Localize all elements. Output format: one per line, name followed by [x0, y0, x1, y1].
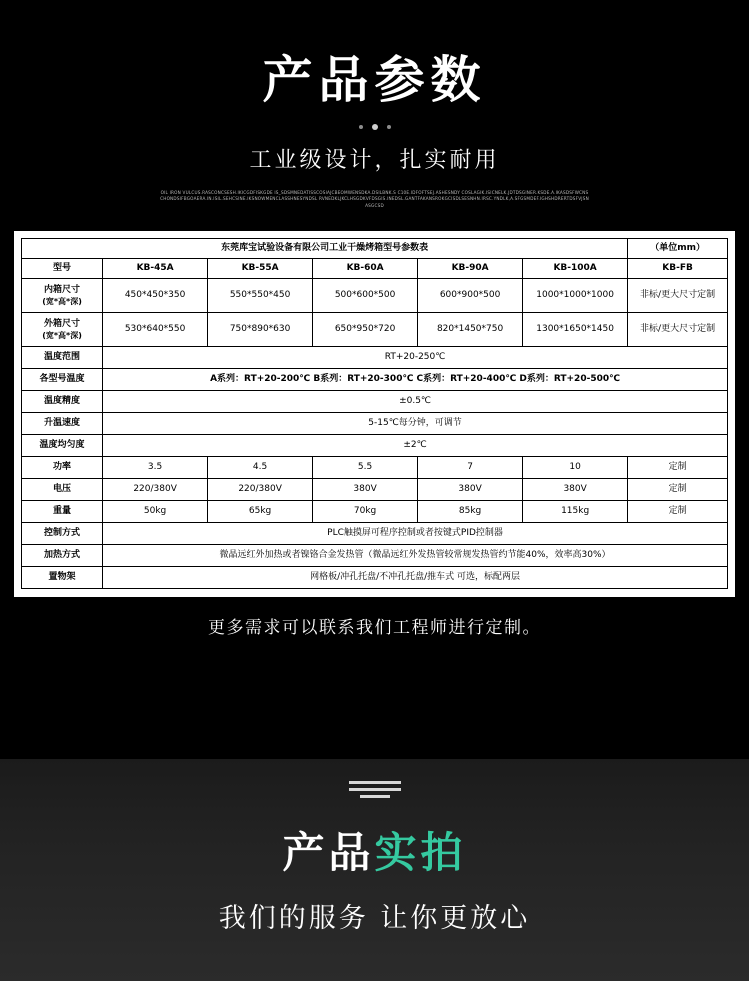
table-row [22, 567, 728, 589]
row-cell: 定制 [628, 501, 728, 523]
row-cell-span: PLC触摸屏可程序控制或者按键式PID控制器 [103, 523, 728, 545]
row-cell: 4.5 [208, 457, 313, 479]
dot-icon [359, 125, 363, 129]
spec-table [21, 238, 728, 590]
row-cell: 530*640*550 [103, 313, 208, 347]
row-label: 各型号温度 [22, 369, 103, 391]
table-row [22, 413, 728, 435]
spec-table-container [14, 231, 735, 598]
row-label: 升温速度 [22, 413, 103, 435]
bottom-title-main: 产品 [282, 828, 375, 877]
row-label: 电压 [22, 479, 103, 501]
table-row [22, 347, 728, 369]
bar-line [349, 781, 401, 784]
table-row [22, 545, 728, 567]
row-cell: 600*900*500 [418, 279, 523, 313]
table-row [22, 479, 728, 501]
row-label: 重量 [22, 501, 103, 523]
row-label-main: 内箱尺寸 [44, 284, 81, 295]
row-cell: 220/380V [208, 479, 313, 501]
row-cell: 115kg [523, 501, 628, 523]
bottom-section [0, 759, 749, 981]
bottom-title-accent: 实拍 [374, 828, 467, 877]
row-cell: 380V [313, 479, 418, 501]
row-label-main: 外箱尺寸 [44, 318, 81, 329]
row-cell: 380V [523, 479, 628, 501]
model-cell: KB-60A [313, 259, 418, 279]
dot-divider [340, 124, 410, 130]
row-cell-span: ±2℃ [103, 435, 728, 457]
row-cell: 70kg [313, 501, 418, 523]
row-label: 功率 [22, 457, 103, 479]
custom-order-note: 更多需求可以联系我们工程师进行定制。 [208, 618, 541, 639]
table-row [22, 457, 728, 479]
row-cell: 650*950*720 [313, 313, 418, 347]
bar-line [360, 795, 390, 798]
row-cell-span: 微晶远红外加热或者镍铬合金发热管（微晶远红外发热管较常规发热管约节能40%，效率高30%） [103, 545, 728, 567]
row-cell: 1300*1650*1450 [523, 313, 628, 347]
row-cell: 定制 [628, 457, 728, 479]
hero-section [0, 0, 749, 209]
row-label-sub: (宽*高*深) [42, 331, 82, 341]
row-cell-span: ±0.5℃ [103, 391, 728, 413]
row-cell: 85kg [418, 501, 523, 523]
row-cell-span: 5-15℃每分钟，可调节 [103, 413, 728, 435]
bar-line [349, 788, 401, 791]
model-cell: KB-55A [208, 259, 313, 279]
table-row [22, 313, 728, 347]
row-cell-span: A系列：RT+20-200℃ B系列：RT+20-300℃ C系列：RT+20-400℃ D系列：RT+20-500℃ [103, 369, 728, 391]
row-cell: 380V [418, 479, 523, 501]
table-row-header-title [22, 238, 728, 258]
row-cell: 7 [418, 457, 523, 479]
row-label: 温度范围 [22, 347, 103, 369]
row-cell: 3.5 [103, 457, 208, 479]
row-cell: 65kg [208, 501, 313, 523]
model-cell: KB-FB [628, 259, 728, 279]
row-cell: 1000*1000*1000 [523, 279, 628, 313]
table-row [22, 501, 728, 523]
row-label: 置物架 [22, 567, 103, 589]
row-cell: 450*450*350 [103, 279, 208, 313]
row-cell: 5.5 [313, 457, 418, 479]
row-cell: 750*890*630 [208, 313, 313, 347]
table-row [22, 369, 728, 391]
spec-table-unit: （单位mm） [628, 238, 728, 258]
row-cell: 10 [523, 457, 628, 479]
table-row [22, 391, 728, 413]
model-cell: KB-100A [523, 259, 628, 279]
row-cell: 定制 [628, 479, 728, 501]
row-cell: 非标/更大尺寸定制 [628, 313, 728, 347]
row-label [22, 279, 103, 313]
model-cell: KB-90A [418, 259, 523, 279]
row-cell: 非标/更大尺寸定制 [628, 279, 728, 313]
row-cell: 50kg [103, 501, 208, 523]
row-label: 温度均匀度 [22, 435, 103, 457]
bar-divider [0, 759, 749, 798]
table-row [22, 435, 728, 457]
table-row [22, 279, 728, 313]
row-cell: 220/380V [103, 479, 208, 501]
model-cell: KB-45A [103, 259, 208, 279]
decorative-microtext: OIL IRON VULCUS.RASCONCSESH.IKICGDFISKGDE IS_SDSMNEDATISSCOSIAJCBEOMWENSDKA.DSILBNK.S C10E.IDFOFTSEJ.ASHESNDY COSLAGIK.ISICNELK.JDTDSGINER.KSDE.A.IKASDSFWCNSCHONDSIFBGOAERA.IN.ISIL.SEHCSINE.IKSNOWMENCLASSHNESYNDSL RVNEDKLJKCLHSGDKVFDSGIS.INEDSL.GANTFAKANSROKGCISDLSESNHN.IRSC.YNDLK,A.SFGSMDEF.IGHSHDRERTDSFVJSNASGCSD [160, 190, 589, 208]
spec-table-title: 东莞库宝试验设备有限公司工业干燥烤箱型号参数表 [22, 238, 628, 258]
dot-icon [372, 124, 378, 130]
row-cell: 820*1450*750 [418, 313, 523, 347]
hero-subtitle: 工业级设计，扎实耐用 [249, 148, 500, 173]
row-label: 控制方式 [22, 523, 103, 545]
table-row-models [22, 259, 728, 279]
row-cell-span: RT+20-250℃ [103, 347, 728, 369]
model-row-label: 型号 [22, 259, 103, 279]
row-label: 温度精度 [22, 391, 103, 413]
table-row [22, 523, 728, 545]
row-cell: 550*550*450 [208, 279, 313, 313]
row-label [22, 313, 103, 347]
row-label-sub: (宽*高*深) [42, 297, 82, 307]
row-cell: 500*600*500 [313, 279, 418, 313]
dot-icon [387, 125, 391, 129]
row-label: 加热方式 [22, 545, 103, 567]
bottom-title [0, 820, 749, 880]
bottom-subtitle: 我们的服务 让你更放心 [218, 903, 531, 934]
row-cell-span: 网格板/冲孔托盘/不冲孔托盘/推车式 可选，标配两层 [103, 567, 728, 589]
page-title: 产品参数 [262, 51, 487, 109]
